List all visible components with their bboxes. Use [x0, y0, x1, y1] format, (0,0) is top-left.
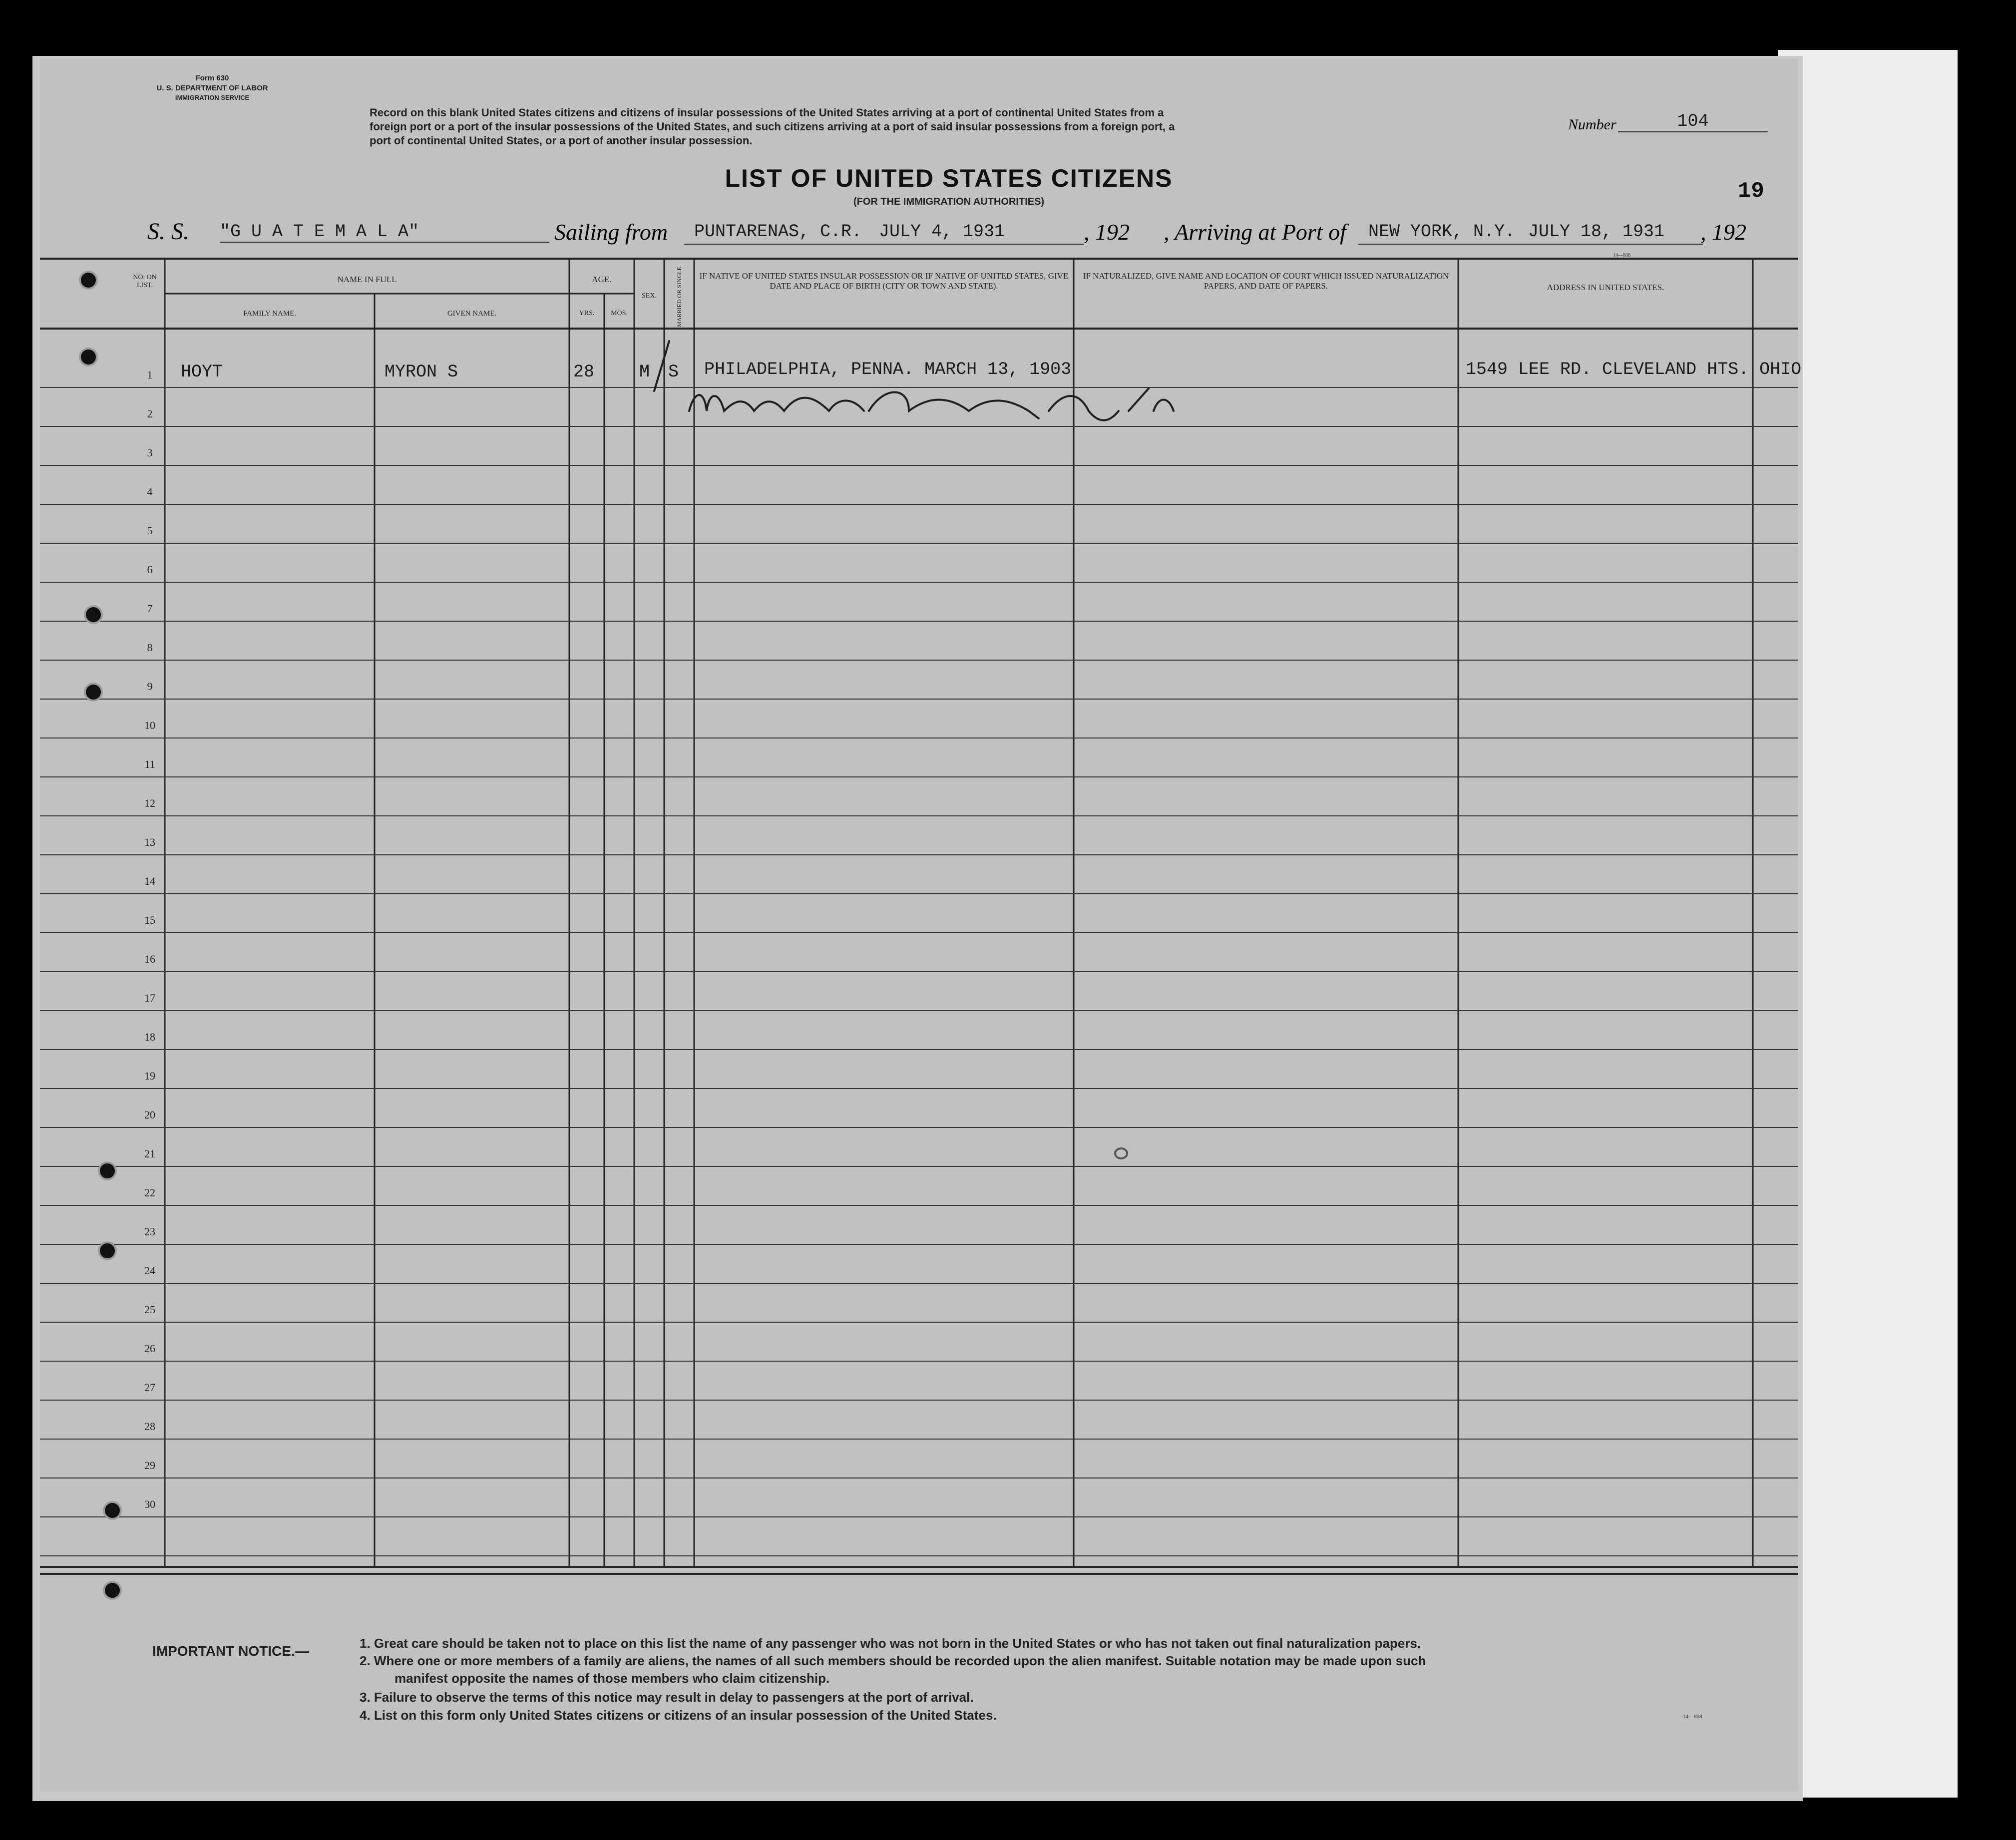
- header-naturalization: IF NATURALIZED, GIVE NAME AND LOCATION OF COURT WHICH ISSUED NATURALIZATION PAPERS, AND DATE OF PAPERS.: [1083, 271, 1449, 291]
- notice-item: manifest opposite the names of those members who claim citizenship.: [395, 1671, 830, 1686]
- row-number: 19: [144, 1070, 155, 1082]
- punch-hole: [100, 1163, 115, 1178]
- row-number: 23: [144, 1225, 155, 1238]
- header-name-in-full: NAME IN FULL: [337, 275, 397, 284]
- row-number: 1: [147, 368, 153, 381]
- notice-item: 2. Where one or more members of a family are aliens, the names of all such members should be recorded upon the alien manifest. Suitable notation may be made upon such: [360, 1653, 1426, 1668]
- row-number: 2: [147, 407, 153, 420]
- year-print: , 192: [1084, 219, 1130, 245]
- ink-mark: [1109, 1142, 1139, 1167]
- row-number: 27: [144, 1381, 155, 1394]
- ruled-grid: [40, 59, 1798, 1792]
- ship-name: "G U A T E M A L A": [220, 222, 549, 243]
- punch-hole: [86, 685, 101, 700]
- row-number: 4: [147, 485, 153, 498]
- printer-mark: 14—808: [1613, 253, 1630, 258]
- sailing-date: JULY 4, 1931: [879, 222, 1005, 242]
- row-number: 13: [144, 836, 155, 848]
- form-number: Form 630: [195, 74, 229, 82]
- row-number: 9: [147, 680, 153, 693]
- page-number: 19: [1738, 179, 1764, 204]
- year-print: , 192: [1700, 219, 1746, 245]
- row-number: 8: [147, 641, 153, 654]
- header-no-on-list: NO. ON LIST.: [133, 274, 157, 289]
- manifest-sheet: [40, 59, 1802, 1792]
- entry-sex: M: [639, 362, 650, 382]
- notice-item: 4. List on this form only United States citizens or citizens of an insular possession of the United States.: [360, 1708, 997, 1723]
- ss-label: S. S.: [147, 218, 189, 245]
- header-age-mos: MOS.: [611, 310, 628, 317]
- entry-marital-status: S: [668, 362, 679, 382]
- header-place-of-birth: IF NATIVE OF UNITED STATES INSULAR POSSESSION OR IF NATIVE OF UNITED STATES, GIVE DATE AND PLACE OF BIRTH (CITY OR TOWN AND STATE).: [699, 271, 1069, 291]
- row-number: 30: [144, 1498, 155, 1510]
- row-number: 15: [144, 914, 155, 926]
- header-age: AGE.: [592, 275, 612, 284]
- punch-hole: [100, 1243, 115, 1258]
- row-number: 7: [147, 602, 153, 615]
- header-age-yrs: YRS.: [579, 310, 595, 317]
- number-label: Number: [1568, 116, 1616, 133]
- row-number: 24: [144, 1264, 155, 1277]
- punch-hole: [81, 350, 96, 365]
- notice-item: 3. Failure to observe the terms of this notice may result in delay to passengers at the port of arrival.: [360, 1690, 974, 1705]
- row-number: 28: [144, 1420, 155, 1433]
- instruction-line: port of continental United States, or a port of another insular possession.: [370, 134, 753, 147]
- header-married-or-single: MARRIED OR SINGLE.: [676, 265, 683, 327]
- arriving-label: , Arriving at Port of: [1164, 219, 1346, 245]
- handwritten-annotation: [649, 336, 1199, 436]
- row-number: 26: [144, 1342, 155, 1355]
- header-sex: SEX.: [642, 292, 657, 300]
- notice-label: IMPORTANT NOTICE.—: [152, 1643, 309, 1659]
- row-number: 29: [144, 1459, 155, 1472]
- backing-sheet: [1778, 50, 1958, 1798]
- entry-age-years: 28: [573, 362, 595, 382]
- punch-hole: [86, 607, 101, 622]
- form-subtitle: (FOR THE IMMIGRATION AUTHORITIES): [853, 196, 1045, 207]
- footer-mark: 14—808: [1683, 1714, 1702, 1720]
- sailing-label: Sailing from: [554, 219, 668, 245]
- sailing-port: PUNTARENAS, C.R.: [694, 222, 862, 242]
- list-number: 104: [1618, 111, 1768, 132]
- punch-hole: [81, 273, 96, 288]
- instruction-line: Record on this blank United States citizens and citizens of insular possessions of the United States arriving at a port of continental United States from a: [370, 106, 1164, 119]
- row-number: 21: [144, 1147, 155, 1160]
- row-number: 25: [144, 1303, 155, 1316]
- row-number: 3: [147, 446, 153, 459]
- form-title: LIST OF UNITED STATES CITIZENS: [725, 164, 1173, 192]
- punch-hole: [105, 1583, 120, 1598]
- punch-hole: [105, 1503, 120, 1518]
- row-number: 16: [144, 953, 155, 965]
- notice-item: 1. Great care should be taken not to place on this list the name of any passenger who was not born in the United States or who has not taken out final naturalization papers.: [360, 1636, 1421, 1651]
- header-given-name: GIVEN NAME.: [447, 310, 497, 318]
- row-number: 17: [144, 992, 155, 1004]
- entry-us-address: 1549 LEE RD. CLEVELAND HTS. OHIO: [1466, 360, 1802, 379]
- row-number: 11: [144, 758, 155, 770]
- instruction-line: foreign port or a port of the insular possessions of the United States, and such citizens arriving at a port of said insular possessions from a foreign port, a: [370, 120, 1175, 133]
- row-number: 10: [144, 719, 155, 732]
- row-number: 12: [144, 797, 155, 809]
- entry-place-of-birth: PHILADELPHIA, PENNA. MARCH 13, 1903: [704, 360, 1072, 379]
- row-number: 14: [144, 875, 155, 887]
- entry-given-name: MYRON S: [385, 362, 458, 382]
- row-number: 5: [147, 524, 153, 537]
- arriving-port: NEW YORK, N.Y.: [1368, 222, 1516, 242]
- header-family-name: FAMILY NAME.: [243, 310, 296, 318]
- header-address: ADDRESS IN UNITED STATES.: [1547, 283, 1664, 292]
- row-number: 20: [144, 1108, 155, 1121]
- arriving-date: JULY 18, 1931: [1528, 222, 1665, 242]
- entry-family-name: HOYT: [181, 362, 223, 382]
- department-name: U. S. DEPARTMENT OF LABOR: [156, 84, 268, 92]
- row-number: 18: [144, 1031, 155, 1043]
- row-number: 22: [144, 1186, 155, 1199]
- service-name: IMMIGRATION SERVICE: [175, 94, 250, 101]
- row-number: 6: [147, 563, 153, 576]
